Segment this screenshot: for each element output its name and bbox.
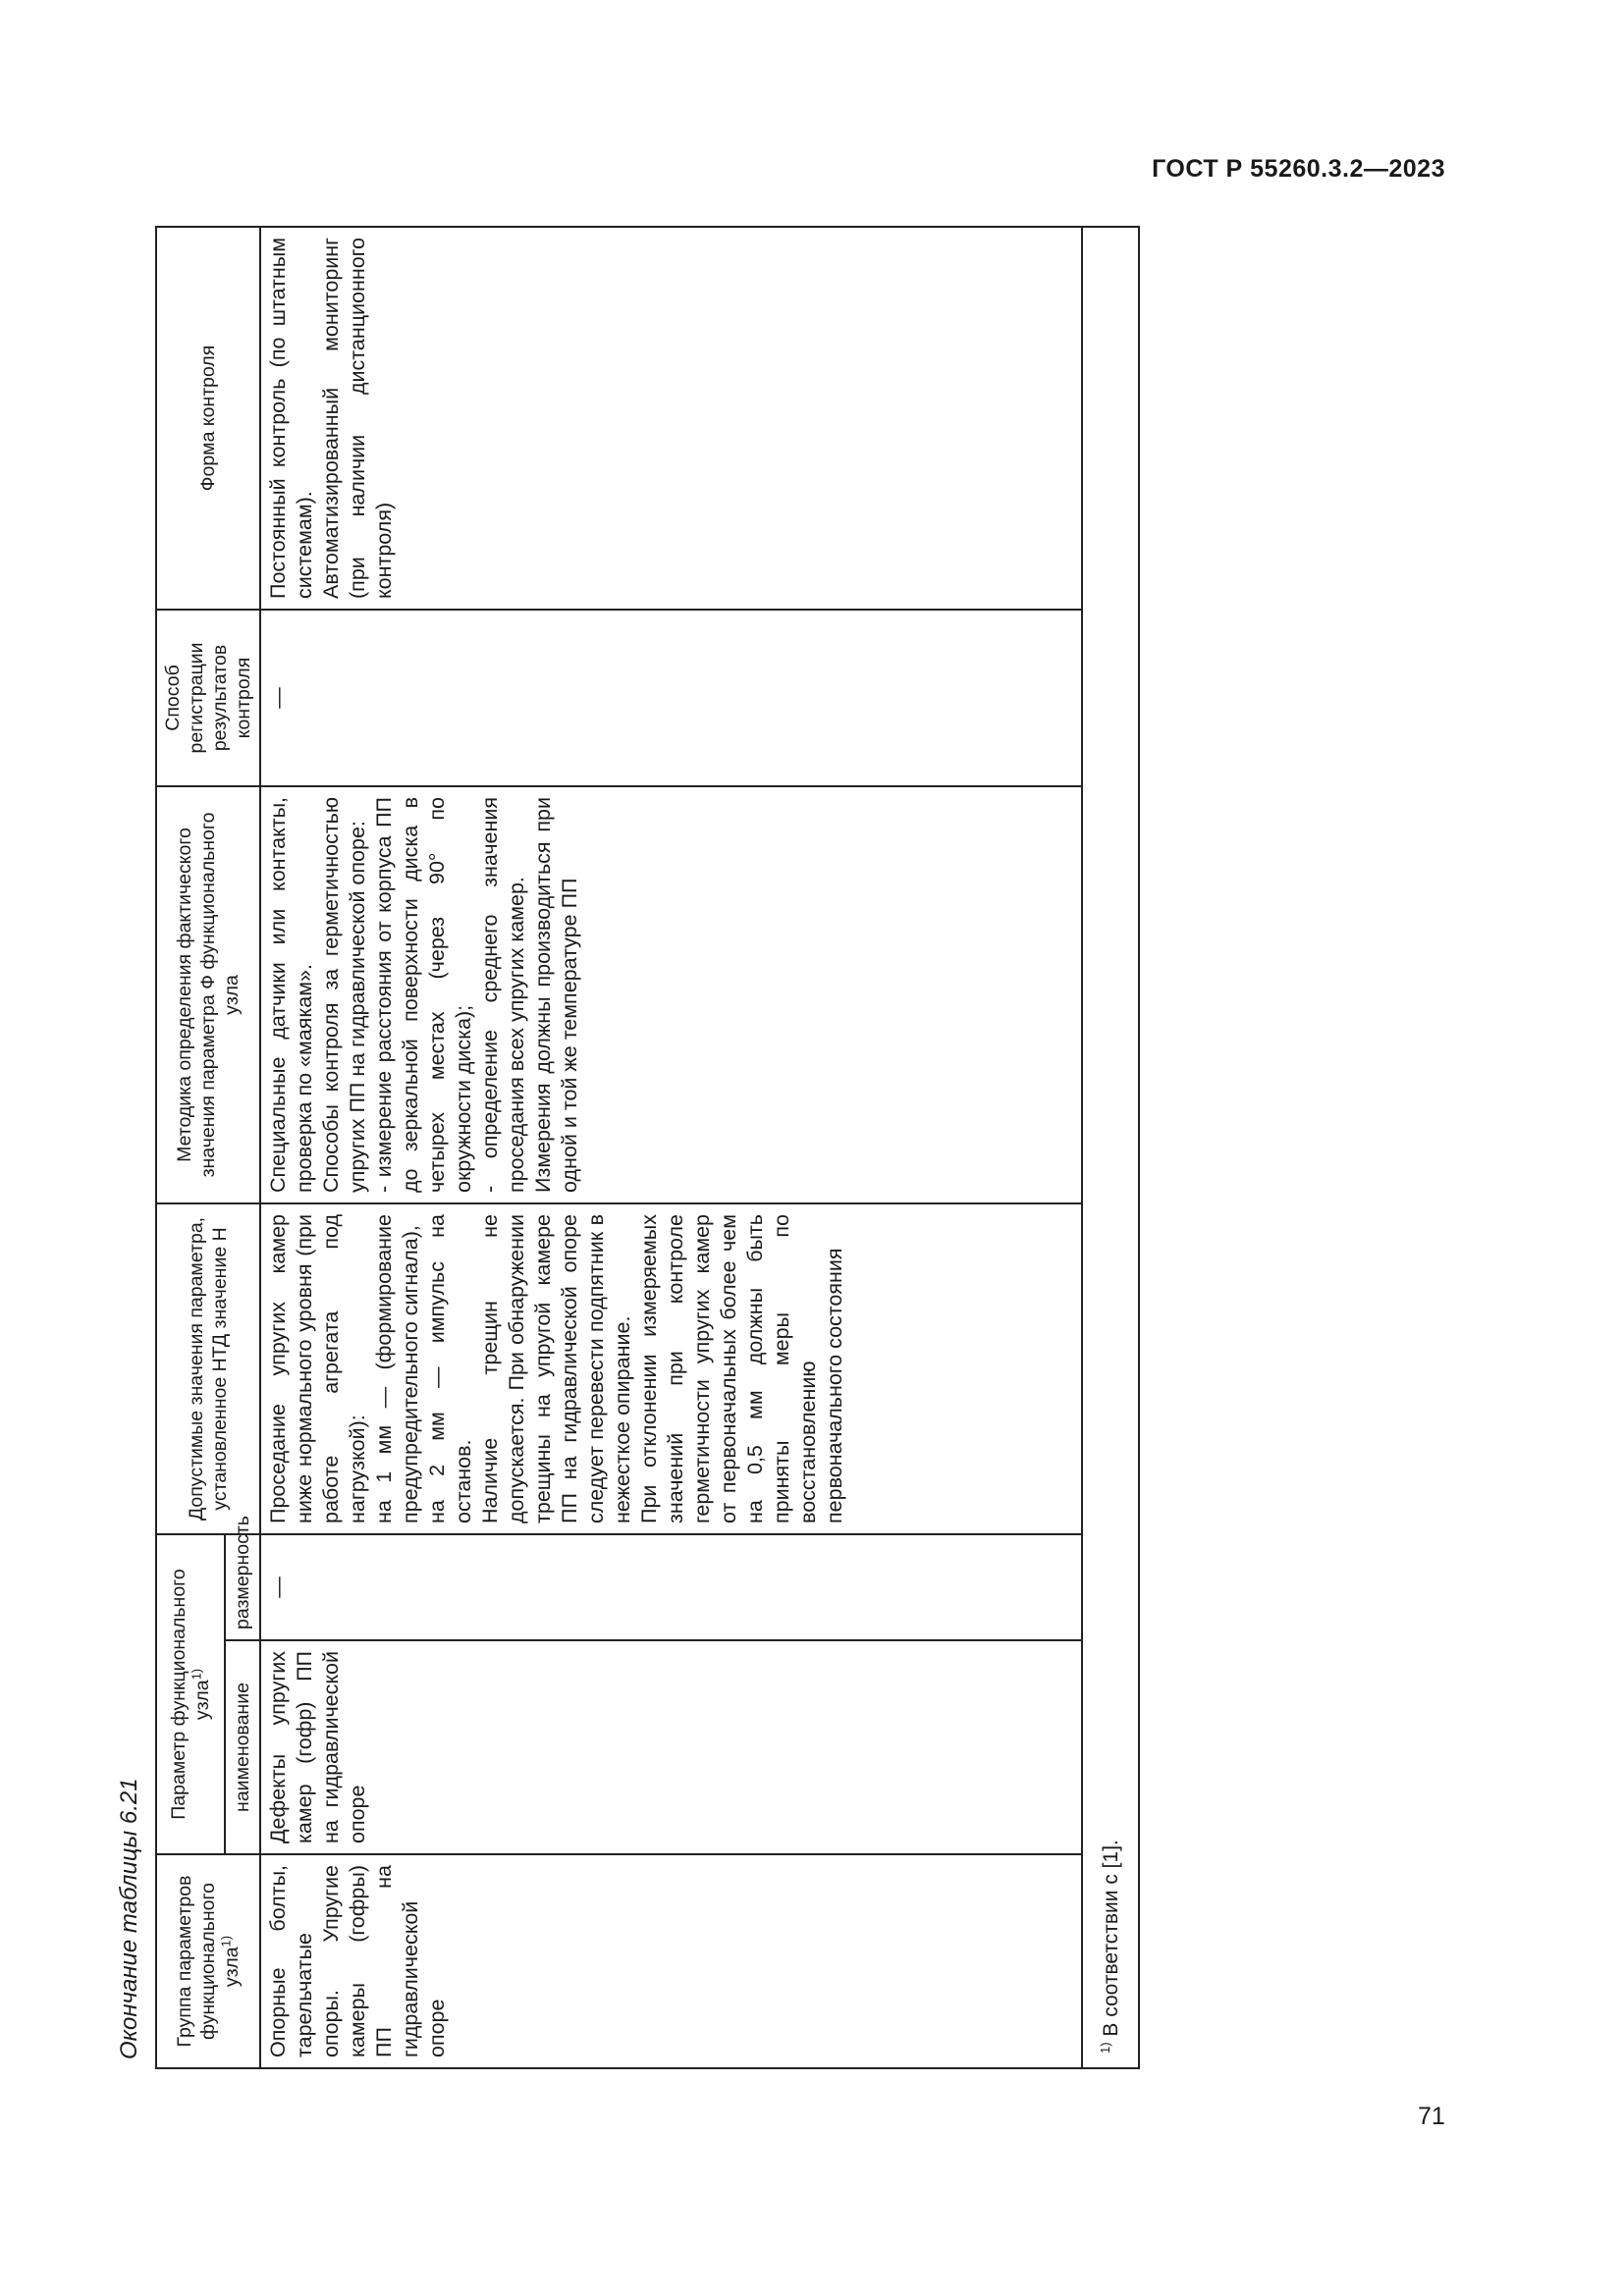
- cell-param-unit: —: [260, 1534, 1082, 1640]
- footnote-mark: 1): [189, 1668, 204, 1681]
- method-line: Измерения должны производиться при одной и той же температуре ПП: [531, 796, 581, 1193]
- cell-method: [260, 786, 1082, 1203]
- allowed-line: При отклонении измеряемых значений при контроле герметичности упругих камер от первоначальных более чем на 0,5 мм должны быть приняты меры по восстановлению первоначального состояния: [637, 1213, 846, 1523]
- header-registration: Способ регистрации результатов контроля: [156, 610, 260, 786]
- header-allowed: Допустимые значения параметра, установленное НТД значение Н: [156, 1203, 260, 1534]
- header-param-name: наименование: [225, 1640, 260, 1854]
- cell-group: Опорные болты, тарельчатые опоры. Упругие камеры (гофры) ПП на гидравлической опоре: [260, 1854, 1082, 2068]
- cell-form: [260, 227, 1082, 610]
- cell-registration: —: [260, 610, 1082, 786]
- form-line: Автоматизированный мониторинг (при наличии дистанционного контроля): [319, 237, 396, 599]
- footnote-mark: 1): [1097, 2042, 1112, 2054]
- header-group: Группа параметров функционального узла$^{1)}$: [156, 1854, 260, 2068]
- table-caption: Окончание таблицы 6.21: [116, 1778, 142, 2059]
- page-number: 71: [1418, 2103, 1445, 2130]
- method-line: Специальные датчики или контакты, проверка по «маякам».: [266, 796, 316, 1193]
- header-form: Форма контроля: [156, 227, 260, 610]
- cell-param-name: Дефекты упругих камер (гофр) ПП на гидравлической опоре: [260, 1640, 1082, 1854]
- footnote-row: [1082, 227, 1139, 2068]
- footnote-mark: 1): [218, 1935, 234, 1948]
- rotated-table-wrapper: [155, 228, 1131, 2069]
- table-row: [260, 227, 1082, 2068]
- allowed-line: Проседание упругих камер ниже нормального уровня (при работе агрегата под нагрузкой):: [266, 1213, 369, 1523]
- method-line: - определение среднего значения проседания всех упругих камер.: [478, 796, 528, 1193]
- allowed-line: на 2 мм — импульс на останов.: [425, 1213, 475, 1523]
- header-method: Методика определения фактического значения параметра Ф функционального узла: [156, 786, 260, 1203]
- standard-code: ГОСТ Р 55260.3.2—2023: [1152, 155, 1445, 183]
- header-param: Параметр функционального узла$^{1)}$: [156, 1534, 225, 1854]
- method-line: - измерение расстояния от корпуса ПП до зеркальной поверхности диска в четырех местах (через 90° по окружности диска);: [372, 796, 475, 1193]
- header-param-unit: размерность: [225, 1534, 260, 1640]
- method-line: Способы контроля за герметичностью упругих ПП на гидравлической опоре:: [319, 796, 369, 1193]
- allowed-line: на 1 мм — (формирование предупредительного сигнала),: [372, 1213, 422, 1523]
- table-footnote: $^{1)}$ В соответствии с [1].: [1082, 227, 1139, 2068]
- spec-table: [155, 226, 1140, 2069]
- allowed-line: Наличие трещин не допускается. При обнаружении трещины на упругой камере ПП на гидравлической опоре следует перевести подпятник в нежесткое опирание.: [478, 1213, 634, 1523]
- cell-allowed: [260, 1203, 1082, 1534]
- header-row: [156, 227, 225, 2068]
- form-line: Постоянный контроль (по штатным системам).: [266, 237, 316, 599]
